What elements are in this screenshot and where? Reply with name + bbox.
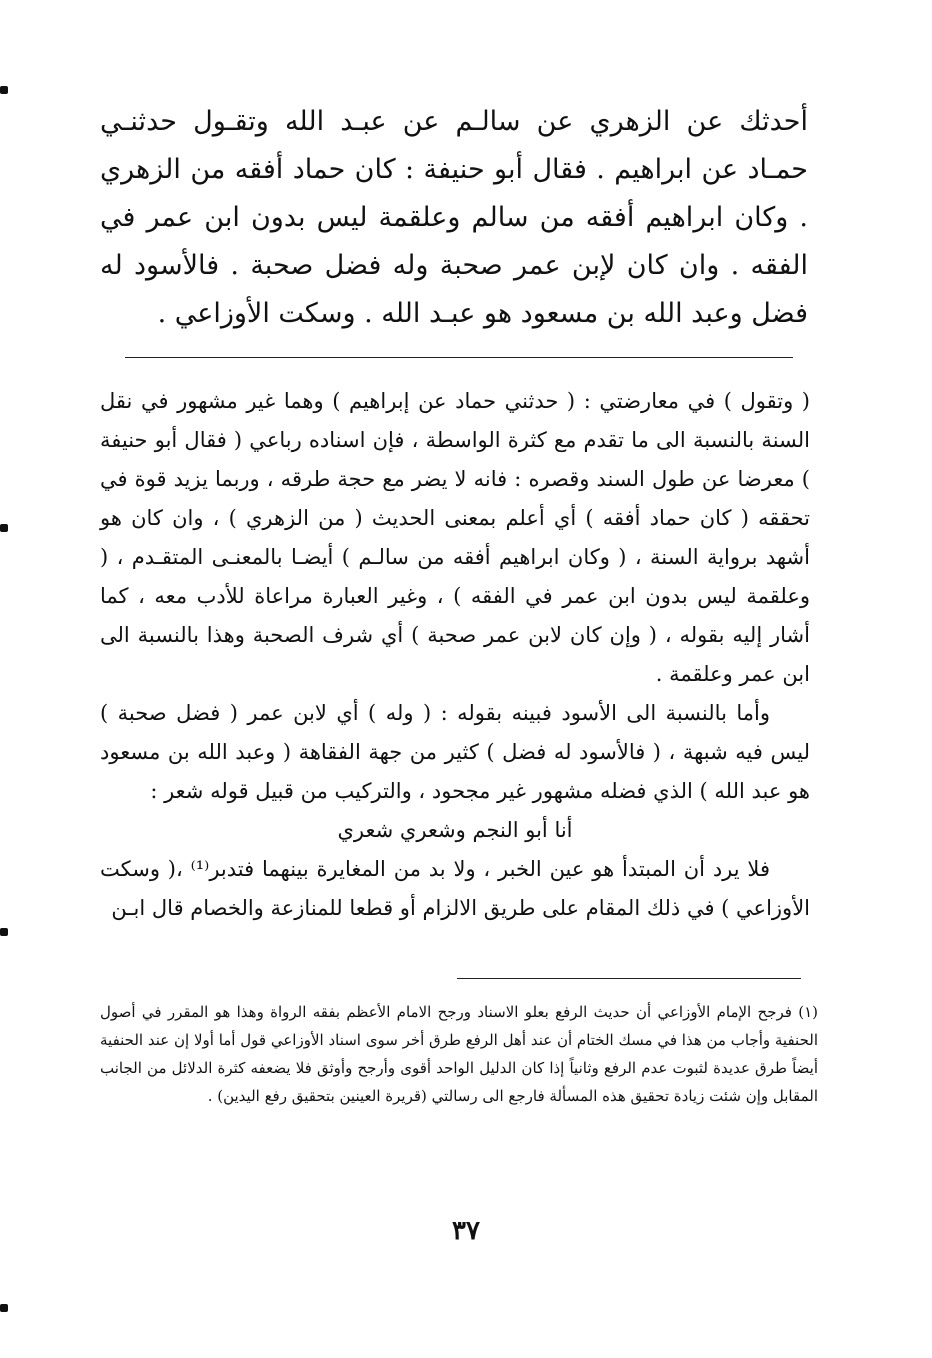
scan-edge-mark: [0, 1304, 8, 1312]
main-text-divider: [125, 357, 793, 358]
commentary-section: [100, 382, 810, 928]
footnote-divider: [457, 978, 801, 979]
footnotes: [100, 998, 818, 1110]
main-text: أحدثك عن الزهري عن سالـم عن عبـد الله وتقـول حدثنـي حمـاد عن ابراهيم . فقال أبو حنيفة : كان حماد أفقه من الزهري . وكان ابراهيم أفقه من سالم وعلقمة ليس بدون ابن عمر في الفقه . وان كان لإبن عمر صحبة وله فضل صحبة . فالأسود له فضل وعبد الله بن مسعود هو عبـد الله . وسكت الأوزاعي .: [100, 106, 808, 329]
scan-edge-mark: [0, 86, 8, 94]
commentary-paragraph-2: وأما بالنسبة الى الأسود فبينه بقوله : ( وله ) أي لابن عمر ( فضل صحبة ) ليس فيه شبهة ، ( فالأسود له فضل ) كثير من جهة الفقاهة ( وعبد الله بن مسعود هو عبد الله ) الذي فضله مشهور غير مجحود ، والتركيب من قبيل قوله شعر :: [100, 701, 810, 803]
commentary-paragraph-3: فلا يرد أن المبتدأ هو عين الخبر ، ولا بد من المغايرة بينهما فتدبر⁽¹⁾ ،( وسكت الأوزاعي ) في ذلك المقام على طريق الالزام أو قطعا للمنازعة والخصام قال ابـن: [100, 857, 810, 920]
footnote-1: (١) فرجح الإمام الأوزاعي أن حديث الرفع بعلو الاسناد ورجح الامام الأعظم بفقه الرواة وهذا هو المقرر في أصول الحنفية وأجاب من هذا في مسك الختام أن عند أهل الرفع طرق أخر سوى اسناد الأوزاعي قول أما أولا إن عند الحنفية أيضاً طرق عديدة لثبوت عدم الرفع وثانياً إذا كان الدليل الواحد أقوى وأرجح وأوثق فلا يضعفه كثرة الدلائل من الجانب المقابل وإن شئت زيادة تحقيق هذه المسألة فارجع الى رسالتي (قريرة العينين بتحقيق رفع اليدين) .: [100, 1003, 819, 1105]
scan-edge-mark: [0, 928, 8, 936]
scan-edge-mark: [0, 524, 8, 532]
page-number: ٣٧: [452, 1216, 480, 1246]
commentary-paragraph-1: ( وتقول ) في معارضتي : ( حدثني حماد عن إبراهيم ) وهما غير مشهور في نقل السنة بالنسبة الى ما تقدم مع كثرة الواسطة ، فإن اسناده رباعي ( فقال أبو حنيفة ) معرضا عن طول السند وقصره : فانه لا يضر مع حجة طرقه ، وربما يزيد قوة في تحققه ( كان حماد أفقه ) أي أعلم بمعنى الحديث ( من الزهري ) ، وان كان هو أشهد برواية السنة ، ( وكان ابراهيم أفقه من سالـم ) أيضـا بالمعنـى المتقـدم ، ( وعلقمة ليس بدون ابن عمر في الفقه ) ، وغير العبارة مراعاة للأدب معه ، كما أشار إليه بقوله ، ( وإن كان لابن عمر صحبة ) أي شرف الصحبة وهذا بالنسبة الى ابن عمر وعلقمة .: [100, 389, 810, 686]
commentary-verse: أنا أبو النجم وشعري شعري: [337, 818, 573, 842]
